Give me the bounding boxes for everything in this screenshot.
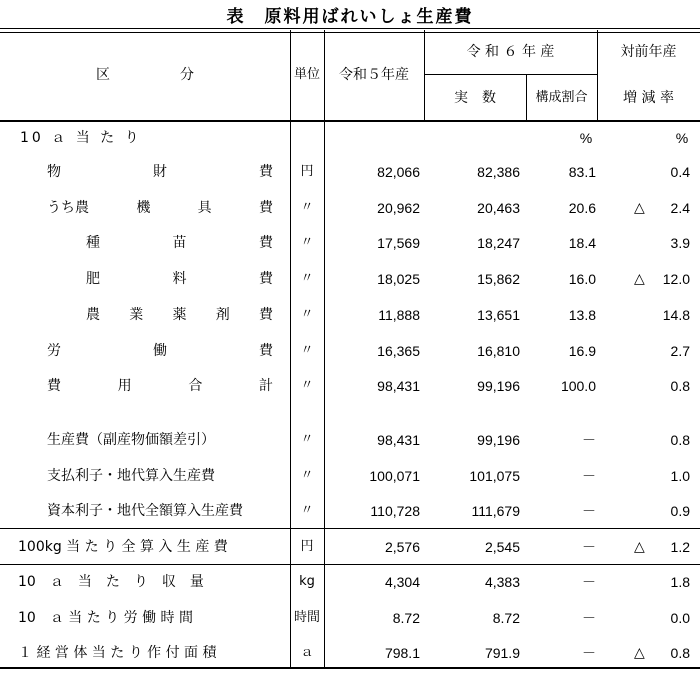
row-label-char: 費 [259, 307, 273, 323]
row-value-r6: 82,386 [477, 164, 520, 180]
row-value-r6: 16,810 [477, 343, 520, 359]
row-value-r6: 111,679 [471, 503, 520, 519]
triangle-icon: △ [634, 200, 645, 216]
row-value-r6: 20,463 [477, 200, 520, 216]
row-value-r5: 20,962 [377, 200, 420, 216]
row-label-char: 剤 [215, 307, 230, 323]
row-unit: 〃 [300, 307, 314, 322]
row-label: 生産費（副産物価額差引） [47, 432, 215, 448]
row-value-r6: 101,075 [469, 468, 520, 484]
row-value-change: 0.8 [670, 645, 690, 661]
row-label-char: 計 [258, 378, 273, 394]
row-value-r6: 791.9 [484, 645, 520, 661]
header-taizen-1: 対前年産 [620, 44, 677, 60]
row-label-char: 費 [47, 378, 61, 394]
rule-after-100kg [0, 564, 700, 565]
row-label: 10 ａ 当 た り 収 量 [18, 574, 204, 590]
header-jissu: 実 数 [454, 90, 496, 106]
row-label-char: 薬 [172, 307, 187, 323]
row-unit: 〃 [300, 468, 314, 483]
row-unit: 〃 [300, 235, 314, 250]
row-value-change: 2.7 [670, 343, 690, 359]
header-kosei: 構成割合 [535, 90, 588, 105]
row-value-change: 0.9 [670, 503, 690, 519]
row-value-share: － [582, 503, 596, 519]
header-r6: 令 和 ６ 年 産 [466, 44, 555, 60]
row-value-change: 0.4 [670, 164, 690, 180]
row-value-r5: 4,304 [384, 574, 420, 590]
row-value-r5: 110,728 [370, 503, 420, 519]
row-label-char: 用 [117, 378, 132, 394]
header-taizen-2: 増 減 率 [623, 90, 674, 106]
top-double-rule [0, 28, 700, 33]
row-value-r5: 18,025 [377, 271, 420, 287]
header-kubun: 区 分 [96, 67, 194, 83]
row-value-change: 12.0 [662, 271, 690, 287]
triangle-icon: △ [634, 645, 645, 661]
pct-mark-change: % [675, 130, 689, 146]
row-unit: 円 [300, 539, 314, 554]
row-label [86, 305, 273, 325]
row-value-change: 1.2 [670, 539, 690, 555]
row-value-r5: 16,365 [377, 343, 420, 359]
row-value-r5: 82,066 [377, 164, 420, 180]
row-value-r6: 13,651 [477, 307, 520, 323]
row-value-r5: 8.72 [392, 610, 420, 626]
row-value-share: 83.1 [568, 164, 596, 180]
pct-mark-share: % [579, 130, 593, 146]
row-value-r6: 15,862 [477, 271, 520, 287]
rule-before-100kg [0, 528, 700, 529]
row-value-change: 0.0 [670, 610, 690, 626]
row-label-char: 農 [86, 307, 100, 323]
row-unit: 円 [300, 164, 314, 179]
row-unit: 〃 [300, 432, 314, 447]
row-label-char: 料 [172, 271, 187, 287]
row-value-share: 18.4 [568, 235, 596, 251]
row-unit: 時間 [293, 610, 320, 625]
row-value-r5: 98,431 [377, 378, 420, 394]
row-value-r6: 4,383 [484, 574, 520, 590]
row-value-change: 3.9 [670, 235, 690, 251]
row-label-char: 財 [153, 164, 167, 180]
row-value-r6: 99,196 [477, 378, 520, 394]
row-label [47, 198, 273, 218]
row-label-char: 費 [259, 271, 273, 287]
row-value-share: － [582, 574, 596, 590]
row-label-char: 種 [86, 235, 100, 251]
row-unit: kg [299, 574, 315, 589]
row-label [86, 269, 273, 289]
row-label-char: 働 [153, 343, 167, 359]
row-label [86, 233, 273, 253]
row-label: １ 経 営 体 当 た り 作 付 面 積 [18, 645, 217, 661]
row-label [47, 341, 273, 361]
row-value-share: 16.9 [568, 343, 596, 359]
row-label [47, 162, 273, 182]
row-label-char: 具 [197, 200, 212, 216]
row-label-char: 費 [259, 164, 273, 180]
row-unit: 〃 [300, 503, 314, 518]
row-label-char: 機 [136, 200, 151, 216]
row-value-r5: 17,569 [377, 235, 420, 251]
row-value-change: 0.8 [670, 378, 690, 394]
row-value-share: － [582, 468, 596, 484]
row-value-r5: 11,888 [378, 307, 420, 323]
row-value-share: － [582, 539, 596, 555]
row-label-char: 費 [259, 343, 273, 359]
row-value-change: 2.4 [670, 200, 690, 216]
row-value-r6: 18,247 [477, 235, 520, 251]
row-value-r6: 2,545 [484, 539, 520, 555]
row-value-change: 1.0 [670, 468, 690, 484]
header-r5: 令和５年産 [339, 67, 409, 83]
row-label [47, 376, 273, 396]
row-value-change: 14.8 [662, 307, 690, 323]
row-value-share: － [582, 645, 596, 661]
row-label: 資本利子・地代全額算入生産費 [47, 503, 243, 519]
header-bottom-rule [0, 120, 700, 122]
table-title: 表 原料用ばれいしょ生産費 [226, 7, 474, 27]
row-value-share: 100.0 [560, 378, 596, 394]
row-label-char: うち農 [47, 200, 89, 216]
row-value-r6: 99,196 [477, 432, 520, 448]
row-value-share: 20.6 [568, 200, 596, 216]
triangle-icon: △ [634, 271, 645, 287]
row-label-char: 労 [47, 343, 61, 359]
row-label: 支払利子・地代算入生産費 [47, 468, 215, 484]
row-value-r5: 798.1 [384, 645, 420, 661]
row-value-share: 16.0 [568, 271, 596, 287]
row-value-r6: 8.72 [492, 610, 520, 626]
row-value-share: － [582, 610, 596, 626]
row-value-change: 1.8 [670, 574, 690, 590]
row-label-char: 肥 [86, 271, 100, 287]
row-value-r5: 2,576 [384, 539, 420, 555]
row-label-char: 費 [259, 235, 273, 251]
row-label-char: 業 [129, 307, 144, 323]
row-label-char: 物 [47, 164, 61, 180]
row-label-char: 合 [188, 378, 203, 394]
row-label-char: 費 [258, 200, 273, 216]
row-value-share: － [582, 432, 596, 448]
triangle-icon: △ [634, 539, 645, 555]
section-10a-label: 10 ａ 当 た り [20, 130, 142, 146]
row-unit: 〃 [300, 271, 314, 286]
bottom-rule [0, 667, 700, 669]
row-unit: ａ [300, 645, 314, 660]
row-label-char: 苗 [172, 235, 187, 251]
header-unit: 単位 [293, 67, 320, 82]
row-label: 10 ａ 当 た り 労 働 時 間 [18, 610, 193, 626]
row-label: 100kg 当 た り 全 算 入 生 産 費 [18, 539, 228, 555]
row-value-r5: 100,071 [369, 468, 420, 484]
row-value-share: 13.8 [568, 307, 596, 323]
row-unit: 〃 [300, 378, 314, 393]
row-value-r5: 98,431 [377, 432, 420, 448]
row-unit: 〃 [300, 200, 314, 215]
row-unit: 〃 [300, 343, 314, 358]
row-value-change: 0.8 [670, 432, 690, 448]
